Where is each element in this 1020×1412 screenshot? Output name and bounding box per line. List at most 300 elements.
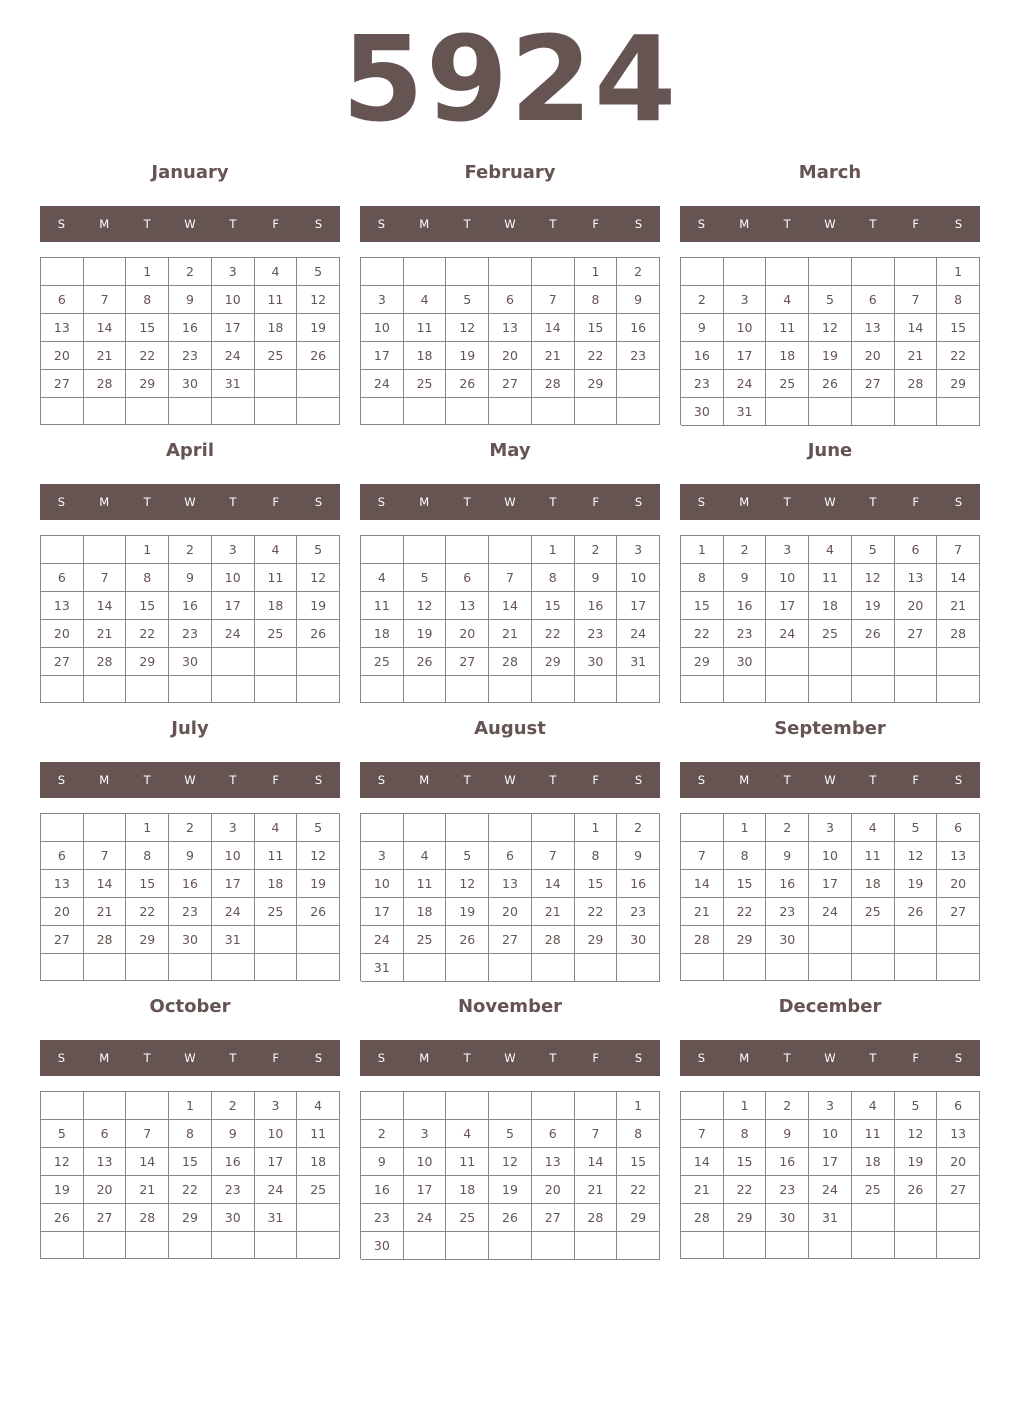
empty-day-cell xyxy=(297,954,340,981)
day-cell: 23 xyxy=(766,898,809,926)
empty-day-cell xyxy=(126,676,169,703)
day-cell: 11 xyxy=(255,286,298,314)
day-cell: 1 xyxy=(724,814,767,842)
day-cell: 7 xyxy=(84,842,127,870)
day-cell: 25 xyxy=(297,1176,340,1204)
day-cell: 7 xyxy=(84,564,127,592)
day-cell: 22 xyxy=(681,620,724,648)
empty-day-cell xyxy=(297,398,340,425)
empty-day-cell xyxy=(446,536,489,564)
day-cell: 29 xyxy=(575,370,618,398)
weekday-label: S xyxy=(954,773,963,787)
day-grid xyxy=(680,535,980,703)
day-cell: 16 xyxy=(575,592,618,620)
weekday-label: T xyxy=(463,1051,471,1065)
day-cell: 26 xyxy=(852,620,895,648)
weekday-label: F xyxy=(272,495,280,509)
empty-day-cell xyxy=(489,398,532,425)
day-cell: 11 xyxy=(404,870,447,898)
empty-day-cell xyxy=(724,1232,767,1259)
day-cell: 29 xyxy=(724,1204,767,1232)
weekday-header-bar xyxy=(680,1040,980,1076)
day-cell: 11 xyxy=(255,842,298,870)
day-cell: 17 xyxy=(212,314,255,342)
day-cell: 24 xyxy=(255,1176,298,1204)
day-cell: 10 xyxy=(361,870,404,898)
day-cell: 27 xyxy=(446,648,489,676)
empty-day-cell xyxy=(852,676,895,703)
day-cell: 27 xyxy=(852,370,895,398)
day-cell: 25 xyxy=(255,342,298,370)
day-cell: 30 xyxy=(766,1204,809,1232)
day-cell: 19 xyxy=(297,870,340,898)
weekday-label: T xyxy=(783,217,791,231)
day-cell: 3 xyxy=(404,1120,447,1148)
day-cell: 9 xyxy=(617,286,660,314)
empty-day-cell xyxy=(575,676,618,703)
weekday-label: F xyxy=(592,217,600,231)
empty-day-cell xyxy=(489,258,532,286)
empty-day-cell xyxy=(895,398,938,426)
day-cell: 31 xyxy=(361,954,404,982)
weekday-label: F xyxy=(592,773,600,787)
empty-day-cell xyxy=(361,814,404,842)
day-cell: 22 xyxy=(575,342,618,370)
day-cell: 11 xyxy=(446,1148,489,1176)
day-cell: 13 xyxy=(489,870,532,898)
empty-day-cell xyxy=(361,398,404,425)
day-cell: 17 xyxy=(809,870,852,898)
day-cell: 17 xyxy=(617,592,660,620)
weekday-label: M xyxy=(419,495,430,509)
day-cell: 10 xyxy=(212,842,255,870)
empty-day-cell xyxy=(297,1204,340,1232)
weekday-label: W xyxy=(184,773,196,787)
day-cell: 15 xyxy=(681,592,724,620)
day-cell: 17 xyxy=(361,342,404,370)
day-grid xyxy=(40,1091,340,1259)
day-cell: 18 xyxy=(297,1148,340,1176)
day-cell: 11 xyxy=(852,842,895,870)
empty-day-cell xyxy=(937,648,980,676)
empty-day-cell xyxy=(126,1092,169,1120)
weekday-label: F xyxy=(272,1051,280,1065)
empty-day-cell xyxy=(361,1092,404,1120)
day-cell: 13 xyxy=(937,842,980,870)
day-cell: 22 xyxy=(169,1176,212,1204)
month-january xyxy=(40,156,340,434)
day-cell: 13 xyxy=(41,592,84,620)
day-cell: 7 xyxy=(937,536,980,564)
day-cell: 18 xyxy=(446,1176,489,1204)
day-cell: 19 xyxy=(297,314,340,342)
day-cell: 26 xyxy=(297,342,340,370)
weekday-label: W xyxy=(184,1051,196,1065)
day-cell: 20 xyxy=(852,342,895,370)
day-cell: 15 xyxy=(575,870,618,898)
day-cell: 21 xyxy=(937,592,980,620)
day-cell: 24 xyxy=(809,898,852,926)
day-cell: 3 xyxy=(724,286,767,314)
empty-day-cell xyxy=(766,676,809,703)
day-cell: 11 xyxy=(297,1120,340,1148)
weekday-label: M xyxy=(419,217,430,231)
day-cell: 26 xyxy=(895,1176,938,1204)
weekday-label: M xyxy=(99,773,110,787)
weekday-label: W xyxy=(824,495,836,509)
day-cell: 18 xyxy=(255,314,298,342)
day-cell: 8 xyxy=(681,564,724,592)
empty-day-cell xyxy=(681,1092,724,1120)
weekday-label: S xyxy=(954,495,963,509)
empty-day-cell xyxy=(766,648,809,676)
weekday-label: M xyxy=(739,495,750,509)
day-cell: 6 xyxy=(41,842,84,870)
weekday-label: T xyxy=(463,217,471,231)
empty-day-cell xyxy=(852,258,895,286)
day-cell: 6 xyxy=(937,1092,980,1120)
day-cell: 9 xyxy=(169,564,212,592)
weekday-label: S xyxy=(314,1051,323,1065)
empty-day-cell xyxy=(212,676,255,703)
day-cell: 16 xyxy=(212,1148,255,1176)
day-cell: 3 xyxy=(809,814,852,842)
empty-day-cell xyxy=(852,1204,895,1232)
month-october xyxy=(40,990,340,1268)
empty-day-cell xyxy=(532,954,575,982)
day-cell: 3 xyxy=(617,536,660,564)
day-cell: 2 xyxy=(212,1092,255,1120)
empty-day-cell xyxy=(212,954,255,981)
empty-day-cell xyxy=(852,1232,895,1259)
day-cell: 14 xyxy=(489,592,532,620)
day-cell: 8 xyxy=(937,286,980,314)
empty-day-cell xyxy=(169,1232,212,1259)
empty-day-cell xyxy=(532,1092,575,1120)
empty-day-cell xyxy=(895,676,938,703)
day-cell: 26 xyxy=(446,926,489,954)
day-cell: 28 xyxy=(84,926,127,954)
day-cell: 2 xyxy=(575,536,618,564)
empty-day-cell xyxy=(126,1232,169,1259)
day-cell: 13 xyxy=(41,870,84,898)
day-cell: 12 xyxy=(297,286,340,314)
empty-day-cell xyxy=(809,1232,852,1259)
day-cell: 7 xyxy=(681,1120,724,1148)
month-november xyxy=(360,990,660,1268)
day-cell: 2 xyxy=(766,1092,809,1120)
day-cell: 18 xyxy=(766,342,809,370)
day-cell: 3 xyxy=(809,1092,852,1120)
day-cell: 19 xyxy=(297,592,340,620)
day-cell: 19 xyxy=(489,1176,532,1204)
day-cell: 9 xyxy=(766,1120,809,1148)
day-cell: 25 xyxy=(766,370,809,398)
weekday-label: T xyxy=(869,217,877,231)
day-cell: 1 xyxy=(532,536,575,564)
day-cell: 20 xyxy=(489,898,532,926)
empty-day-cell xyxy=(255,370,298,398)
day-cell: 31 xyxy=(617,648,660,676)
day-cell: 24 xyxy=(809,1176,852,1204)
day-cell: 4 xyxy=(852,1092,895,1120)
weekday-label: T xyxy=(229,773,237,787)
day-cell: 26 xyxy=(895,898,938,926)
day-cell: 11 xyxy=(255,564,298,592)
day-cell: 7 xyxy=(532,286,575,314)
empty-day-cell xyxy=(41,954,84,981)
day-cell: 15 xyxy=(937,314,980,342)
empty-day-cell xyxy=(852,954,895,981)
weekday-label: S xyxy=(57,495,66,509)
day-cell: 19 xyxy=(446,342,489,370)
day-cell: 28 xyxy=(489,648,532,676)
day-cell: 22 xyxy=(575,898,618,926)
month-december xyxy=(680,990,980,1268)
weekday-label: M xyxy=(99,495,110,509)
day-cell: 4 xyxy=(446,1120,489,1148)
day-cell: 16 xyxy=(617,314,660,342)
empty-day-cell xyxy=(724,676,767,703)
day-cell: 16 xyxy=(766,870,809,898)
empty-day-cell xyxy=(937,954,980,981)
day-cell: 9 xyxy=(169,286,212,314)
day-cell: 21 xyxy=(532,898,575,926)
weekday-header-bar xyxy=(680,762,980,798)
day-cell: 8 xyxy=(724,842,767,870)
weekday-label: S xyxy=(697,217,706,231)
day-cell: 5 xyxy=(41,1120,84,1148)
day-cell: 1 xyxy=(126,258,169,286)
empty-day-cell xyxy=(446,814,489,842)
day-grid xyxy=(360,1091,660,1259)
day-cell: 14 xyxy=(937,564,980,592)
empty-day-cell xyxy=(766,954,809,981)
day-cell: 30 xyxy=(681,398,724,426)
month-june xyxy=(680,434,980,712)
day-cell: 18 xyxy=(404,342,447,370)
day-cell: 8 xyxy=(169,1120,212,1148)
day-cell: 2 xyxy=(681,286,724,314)
day-cell: 23 xyxy=(575,620,618,648)
empty-day-cell xyxy=(404,1232,447,1260)
weekday-label: W xyxy=(504,495,516,509)
day-cell: 29 xyxy=(937,370,980,398)
day-cell: 2 xyxy=(361,1120,404,1148)
day-cell: 27 xyxy=(41,648,84,676)
day-cell: 23 xyxy=(766,1176,809,1204)
weekday-label: S xyxy=(697,1051,706,1065)
day-cell: 10 xyxy=(724,314,767,342)
weekday-label: T xyxy=(143,217,151,231)
day-grid xyxy=(40,257,340,425)
day-cell: 13 xyxy=(852,314,895,342)
empty-day-cell xyxy=(361,536,404,564)
day-cell: 8 xyxy=(126,286,169,314)
day-cell: 29 xyxy=(532,648,575,676)
weekday-label: M xyxy=(739,773,750,787)
empty-day-cell xyxy=(681,1232,724,1259)
empty-day-cell xyxy=(297,676,340,703)
day-cell: 21 xyxy=(489,620,532,648)
day-cell: 16 xyxy=(766,1148,809,1176)
weekday-header-bar xyxy=(360,762,660,798)
day-cell: 18 xyxy=(852,870,895,898)
weekday-label: F xyxy=(912,1051,920,1065)
day-cell: 11 xyxy=(404,314,447,342)
empty-day-cell xyxy=(169,398,212,425)
day-cell: 16 xyxy=(681,342,724,370)
month-name: June xyxy=(807,440,853,461)
day-cell: 22 xyxy=(126,898,169,926)
day-cell: 5 xyxy=(895,1092,938,1120)
day-cell: 30 xyxy=(617,926,660,954)
empty-day-cell xyxy=(766,398,809,426)
weekday-label: S xyxy=(377,773,386,787)
day-cell: 18 xyxy=(404,898,447,926)
month-march xyxy=(680,156,980,434)
day-cell: 25 xyxy=(255,898,298,926)
day-cell: 6 xyxy=(937,814,980,842)
day-cell: 26 xyxy=(297,620,340,648)
empty-day-cell xyxy=(212,648,255,676)
day-cell: 5 xyxy=(297,536,340,564)
day-cell: 3 xyxy=(212,814,255,842)
day-cell: 30 xyxy=(766,926,809,954)
day-grid xyxy=(680,1091,980,1259)
day-cell: 12 xyxy=(446,870,489,898)
month-name: April xyxy=(165,440,215,461)
day-cell: 16 xyxy=(361,1176,404,1204)
day-cell: 13 xyxy=(446,592,489,620)
weekday-label: W xyxy=(504,1051,516,1065)
day-cell: 8 xyxy=(575,842,618,870)
empty-day-cell xyxy=(297,1232,340,1259)
empty-day-cell xyxy=(255,398,298,425)
empty-day-cell xyxy=(489,536,532,564)
day-cell: 24 xyxy=(724,370,767,398)
empty-day-cell xyxy=(809,676,852,703)
empty-day-cell xyxy=(404,1092,447,1120)
empty-day-cell xyxy=(212,398,255,425)
day-cell: 15 xyxy=(169,1148,212,1176)
month-name: November xyxy=(457,996,563,1017)
day-cell: 19 xyxy=(895,1148,938,1176)
day-cell: 16 xyxy=(169,314,212,342)
day-cell: 8 xyxy=(126,564,169,592)
day-cell: 5 xyxy=(404,564,447,592)
day-cell: 9 xyxy=(724,564,767,592)
day-cell: 4 xyxy=(255,536,298,564)
empty-day-cell xyxy=(852,398,895,426)
day-cell: 12 xyxy=(404,592,447,620)
empty-day-cell xyxy=(617,954,660,982)
weekday-label: S xyxy=(57,773,66,787)
day-cell: 29 xyxy=(681,648,724,676)
day-cell: 21 xyxy=(532,342,575,370)
day-cell: 22 xyxy=(126,342,169,370)
day-cell: 14 xyxy=(84,592,127,620)
day-cell: 1 xyxy=(937,258,980,286)
empty-day-cell xyxy=(895,954,938,981)
day-cell: 17 xyxy=(212,870,255,898)
day-cell: 5 xyxy=(297,814,340,842)
day-cell: 19 xyxy=(41,1176,84,1204)
day-cell: 23 xyxy=(169,898,212,926)
empty-day-cell xyxy=(681,954,724,981)
day-cell: 4 xyxy=(297,1092,340,1120)
day-cell: 26 xyxy=(809,370,852,398)
day-cell: 16 xyxy=(724,592,767,620)
day-cell: 25 xyxy=(255,620,298,648)
empty-day-cell xyxy=(297,926,340,954)
weekday-header-bar xyxy=(680,484,980,520)
day-cell: 21 xyxy=(895,342,938,370)
day-cell: 6 xyxy=(489,286,532,314)
day-cell: 30 xyxy=(575,648,618,676)
day-cell: 28 xyxy=(126,1204,169,1232)
empty-day-cell xyxy=(84,398,127,425)
day-cell: 17 xyxy=(766,592,809,620)
day-cell: 25 xyxy=(404,370,447,398)
day-cell: 9 xyxy=(617,842,660,870)
day-cell: 29 xyxy=(169,1204,212,1232)
day-cell: 8 xyxy=(126,842,169,870)
empty-day-cell xyxy=(617,676,660,703)
empty-day-cell xyxy=(532,398,575,425)
day-cell: 26 xyxy=(297,898,340,926)
day-cell: 27 xyxy=(489,926,532,954)
day-cell: 21 xyxy=(84,898,127,926)
day-cell: 7 xyxy=(532,842,575,870)
day-cell: 10 xyxy=(361,314,404,342)
day-cell: 2 xyxy=(169,536,212,564)
day-cell: 14 xyxy=(532,870,575,898)
day-cell: 6 xyxy=(895,536,938,564)
day-cell: 21 xyxy=(681,1176,724,1204)
empty-day-cell xyxy=(809,926,852,954)
weekday-label: T xyxy=(143,1051,151,1065)
day-cell: 20 xyxy=(41,342,84,370)
empty-day-cell xyxy=(169,676,212,703)
day-cell: 9 xyxy=(169,842,212,870)
weekday-label: W xyxy=(184,495,196,509)
empty-day-cell xyxy=(895,648,938,676)
day-cell: 2 xyxy=(617,814,660,842)
day-cell: 30 xyxy=(169,926,212,954)
day-cell: 3 xyxy=(212,258,255,286)
day-cell: 20 xyxy=(895,592,938,620)
day-cell: 20 xyxy=(41,620,84,648)
day-cell: 21 xyxy=(681,898,724,926)
day-cell: 27 xyxy=(895,620,938,648)
day-cell: 28 xyxy=(84,648,127,676)
day-cell: 6 xyxy=(84,1120,127,1148)
day-cell: 22 xyxy=(724,898,767,926)
empty-day-cell xyxy=(575,1092,618,1120)
day-cell: 6 xyxy=(446,564,489,592)
day-cell: 29 xyxy=(575,926,618,954)
day-cell: 31 xyxy=(724,398,767,426)
day-grid xyxy=(360,813,660,981)
day-cell: 22 xyxy=(937,342,980,370)
weekday-label: S xyxy=(57,217,66,231)
day-cell: 7 xyxy=(84,286,127,314)
weekday-label: S xyxy=(634,217,643,231)
weekday-label: T xyxy=(783,495,791,509)
month-name: March xyxy=(798,162,862,183)
day-cell: 8 xyxy=(724,1120,767,1148)
